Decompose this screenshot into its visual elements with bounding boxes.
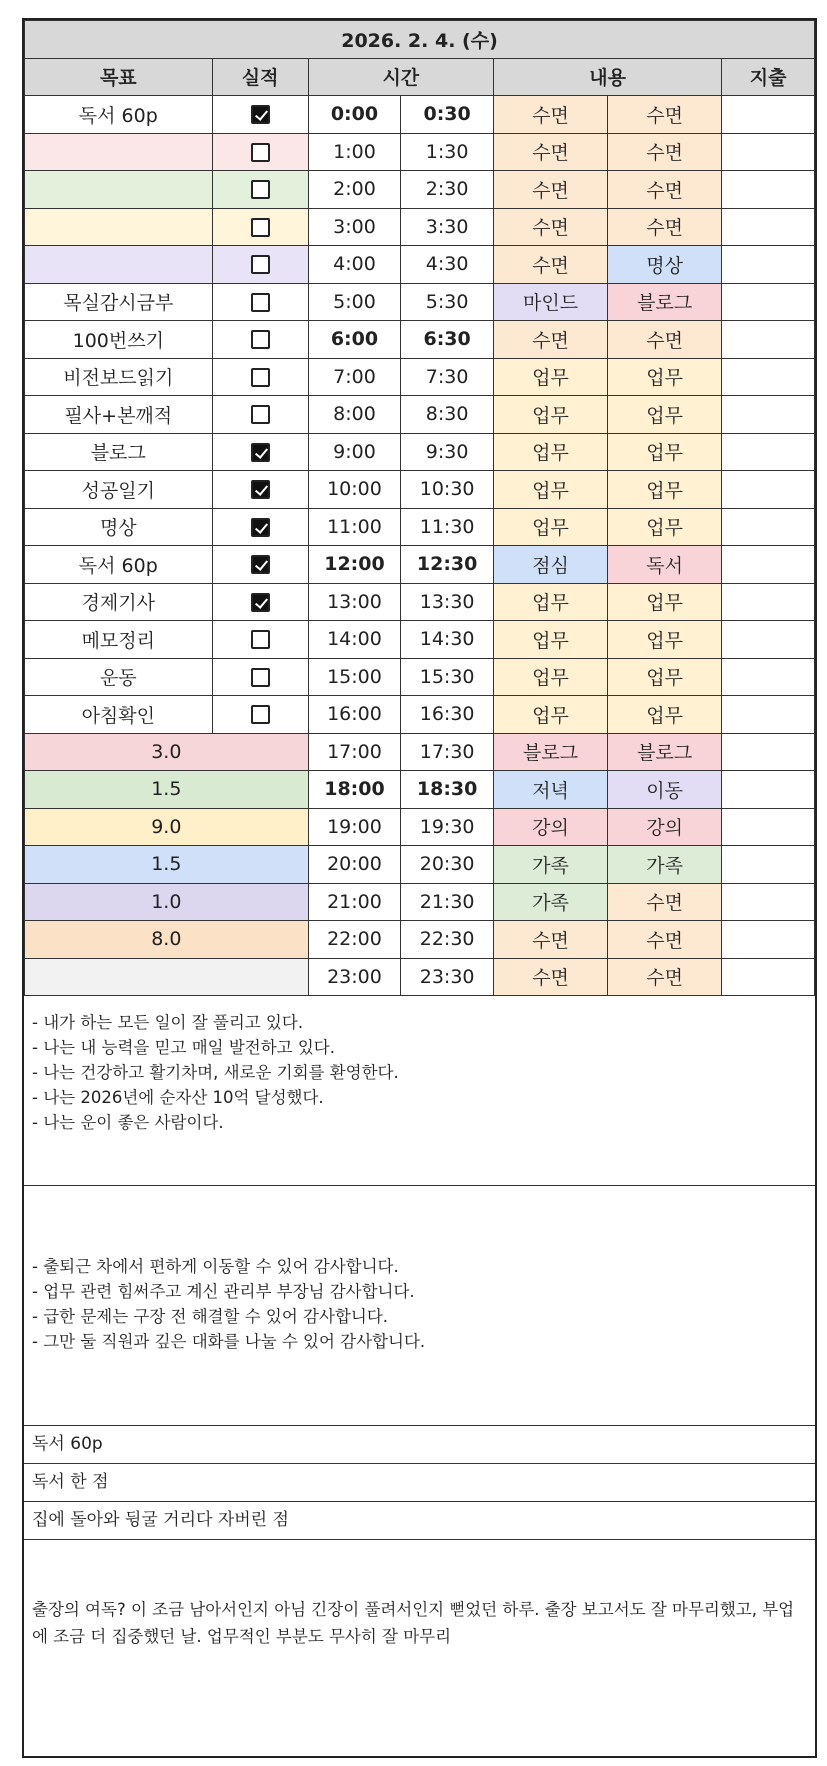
schedule-row — [25, 471, 815, 509]
done-cell — [212, 621, 308, 659]
affirmation-line: - 나는 2026년에 순자산 10억 달성했다. — [32, 1088, 324, 1107]
checkbox-checked[interactable] — [251, 105, 270, 124]
done-cell — [212, 396, 308, 434]
summary-value-cell: 8.0 — [25, 921, 309, 959]
goal-cell: 메모정리 — [25, 621, 213, 659]
time-end-cell: 23:30 — [401, 958, 494, 996]
time-start-cell: 9:00 — [308, 433, 401, 471]
content-cell-2: 수면 — [608, 321, 722, 359]
content-cell-1: 수면 — [493, 96, 607, 134]
time-start-cell: 5:00 — [308, 283, 401, 321]
summary-row — [25, 958, 815, 996]
content-cell-1: 업무 — [493, 396, 607, 434]
done-cell — [212, 546, 308, 584]
goal-cell: 운동 — [25, 658, 213, 696]
content-cell-2: 업무 — [608, 621, 722, 659]
done-cell — [212, 583, 308, 621]
time-end-cell: 21:30 — [401, 883, 494, 921]
time-end-cell: 2:30 — [401, 171, 494, 209]
spend-cell — [722, 208, 815, 246]
spend-cell — [722, 546, 815, 584]
gratitude-line: - 급한 문제는 구장 전 해결할 수 있어 감사합니다. — [32, 1307, 388, 1326]
header-done: 실적 — [212, 58, 308, 96]
time-start-cell: 4:00 — [308, 246, 401, 284]
content-cell-2: 업무 — [608, 433, 722, 471]
content-cell-2: 강의 — [608, 808, 722, 846]
schedule-row — [25, 171, 815, 209]
gratitude-section — [24, 1186, 815, 1426]
checkbox-unchecked[interactable] — [251, 368, 270, 387]
date-title: 2026. 2. 4. (수) — [25, 21, 815, 59]
time-end-cell: 0:30 — [401, 96, 494, 134]
done-cell — [212, 208, 308, 246]
time-start-cell: 11:00 — [308, 508, 401, 546]
done-cell — [212, 508, 308, 546]
spend-cell — [722, 583, 815, 621]
content-cell-1: 업무 — [493, 696, 607, 734]
time-end-cell: 17:30 — [401, 733, 494, 771]
time-end-cell: 7:30 — [401, 358, 494, 396]
summary-row — [25, 846, 815, 884]
spend-cell — [722, 696, 815, 734]
time-end-cell: 8:30 — [401, 396, 494, 434]
schedule-row — [25, 358, 815, 396]
time-end-cell: 22:30 — [401, 921, 494, 959]
affirmation-line: - 나는 건강하고 활기차며, 새로운 기회를 환영한다. — [32, 1063, 399, 1082]
spend-cell — [722, 133, 815, 171]
done-cell — [212, 471, 308, 509]
time-start-cell: 8:00 — [308, 396, 401, 434]
spend-cell — [722, 658, 815, 696]
goal-cell: 목실감시금부 — [25, 283, 213, 321]
summary-value-cell: 1.5 — [25, 846, 309, 884]
spend-cell — [722, 433, 815, 471]
content-cell-1: 블로그 — [493, 733, 607, 771]
summary-value-cell: 1.0 — [25, 883, 309, 921]
schedule-row — [25, 208, 815, 246]
goal-cell: 명상 — [25, 508, 213, 546]
time-end-cell: 14:30 — [401, 621, 494, 659]
content-cell-1: 업무 — [493, 358, 607, 396]
content-cell-2: 업무 — [608, 508, 722, 546]
goal-cell: 독서 60p — [25, 546, 213, 584]
goal-cell: 경제기사 — [25, 583, 213, 621]
goal-cell — [25, 133, 213, 171]
spend-cell — [722, 321, 815, 359]
schedule-row — [25, 433, 815, 471]
gratitude-line: - 출퇴근 차에서 편하게 이동할 수 있어 감사합니다. — [32, 1257, 399, 1276]
summary-row — [25, 733, 815, 771]
content-cell-2: 수면 — [608, 208, 722, 246]
checkbox-checked[interactable] — [251, 593, 270, 612]
header-content: 내용 — [493, 58, 721, 96]
diary-section — [24, 1540, 815, 1704]
gratitude-line: - 업무 관련 힘써주고 계신 관리부 부장님 감사합니다. — [32, 1282, 415, 1301]
content-cell-2: 수면 — [608, 96, 722, 134]
content-cell-1: 가족 — [493, 846, 607, 884]
done-cell — [212, 96, 308, 134]
spend-cell — [722, 358, 815, 396]
spend-cell — [722, 508, 815, 546]
summary-row — [25, 921, 815, 959]
spend-cell — [722, 96, 815, 134]
time-start-cell: 12:00 — [308, 546, 401, 584]
goal-cell: 아침확인 — [25, 696, 213, 734]
time-start-cell: 20:00 — [308, 846, 401, 884]
content-cell-1: 업무 — [493, 433, 607, 471]
checkbox-unchecked[interactable] — [251, 180, 270, 199]
goal-cell: 100번쓰기 — [25, 321, 213, 359]
checkbox-unchecked[interactable] — [251, 630, 270, 649]
time-start-cell: 23:00 — [308, 958, 401, 996]
time-end-cell: 5:30 — [401, 283, 494, 321]
schedule-row — [25, 321, 815, 359]
daily-planner-sheet — [22, 18, 817, 1758]
done-cell — [212, 283, 308, 321]
content-cell-2: 업무 — [608, 358, 722, 396]
spend-cell — [722, 471, 815, 509]
schedule-row — [25, 133, 815, 171]
spend-cell — [722, 283, 815, 321]
content-cell-1: 강의 — [493, 808, 607, 846]
checkbox-checked[interactable] — [251, 443, 270, 462]
content-cell-1: 업무 — [493, 583, 607, 621]
reflection-line-2: 독서 한 점 — [24, 1464, 815, 1502]
goal-cell: 필사+본깨적 — [25, 396, 213, 434]
checkbox-checked[interactable] — [251, 480, 270, 499]
checkbox-unchecked[interactable] — [251, 293, 270, 312]
time-start-cell: 19:00 — [308, 808, 401, 846]
header-time: 시간 — [308, 58, 493, 96]
checkbox-checked[interactable] — [251, 555, 270, 574]
done-cell — [212, 321, 308, 359]
time-end-cell: 6:30 — [401, 321, 494, 359]
time-start-cell: 6:00 — [308, 321, 401, 359]
time-start-cell: 2:00 — [308, 171, 401, 209]
time-start-cell: 15:00 — [308, 658, 401, 696]
done-cell — [212, 171, 308, 209]
affirmation-line: - 내가 하는 모든 일이 잘 풀리고 있다. — [32, 1013, 304, 1032]
content-cell-1: 가족 — [493, 883, 607, 921]
goal-cell: 비전보드읽기 — [25, 358, 213, 396]
schedule-row — [25, 546, 815, 584]
reflection-line-1: 독서 60p — [24, 1426, 815, 1464]
done-cell — [212, 658, 308, 696]
content-cell-2: 독서 — [608, 546, 722, 584]
content-cell-2: 수면 — [608, 133, 722, 171]
spend-cell — [722, 958, 815, 996]
summary-row — [25, 883, 815, 921]
checkbox-unchecked[interactable] — [251, 218, 270, 237]
content-cell-2: 수면 — [608, 171, 722, 209]
header-spend: 지출 — [722, 58, 815, 96]
time-end-cell: 12:30 — [401, 546, 494, 584]
schedule-row — [25, 246, 815, 284]
content-cell-2: 블로그 — [608, 283, 722, 321]
content-cell-1: 수면 — [493, 171, 607, 209]
time-start-cell: 21:00 — [308, 883, 401, 921]
summary-value-cell — [25, 958, 309, 996]
done-cell — [212, 433, 308, 471]
spend-cell — [722, 171, 815, 209]
content-cell-1: 수면 — [493, 958, 607, 996]
affirmation-line: - 나는 내 능력을 믿고 매일 발전하고 있다. — [32, 1038, 335, 1057]
content-cell-2: 업무 — [608, 471, 722, 509]
goal-cell: 독서 60p — [25, 96, 213, 134]
time-start-cell: 7:00 — [308, 358, 401, 396]
reflection-line-3: 집에 돌아와 뒹굴 거리다 자버린 점 — [24, 1502, 815, 1540]
schedule-row — [25, 658, 815, 696]
checkbox-unchecked[interactable] — [251, 255, 270, 274]
time-start-cell: 18:00 — [308, 771, 401, 809]
summary-value-cell: 1.5 — [25, 771, 309, 809]
time-end-cell: 20:30 — [401, 846, 494, 884]
schedule-row — [25, 696, 815, 734]
spend-cell — [722, 846, 815, 884]
done-cell — [212, 133, 308, 171]
content-cell-2: 명상 — [608, 246, 722, 284]
time-end-cell: 13:30 — [401, 583, 494, 621]
time-start-cell: 0:00 — [308, 96, 401, 134]
time-end-cell: 1:30 — [401, 133, 494, 171]
time-end-cell: 18:30 — [401, 771, 494, 809]
header-goal: 목표 — [25, 58, 213, 96]
content-cell-1: 수면 — [493, 208, 607, 246]
time-end-cell: 15:30 — [401, 658, 494, 696]
time-start-cell: 14:00 — [308, 621, 401, 659]
spend-cell — [722, 246, 815, 284]
time-start-cell: 3:00 — [308, 208, 401, 246]
summary-row — [25, 771, 815, 809]
time-end-cell: 16:30 — [401, 696, 494, 734]
content-cell-2: 수면 — [608, 883, 722, 921]
content-cell-1: 업무 — [493, 658, 607, 696]
content-cell-1: 수면 — [493, 246, 607, 284]
goal-cell — [25, 246, 213, 284]
content-cell-1: 마인드 — [493, 283, 607, 321]
summary-value-cell: 9.0 — [25, 808, 309, 846]
spend-cell — [722, 921, 815, 959]
done-cell — [212, 358, 308, 396]
time-end-cell: 3:30 — [401, 208, 494, 246]
content-cell-1: 점심 — [493, 546, 607, 584]
affirmation-section — [24, 996, 815, 1186]
schedule-row — [25, 396, 815, 434]
content-cell-1: 수면 — [493, 921, 607, 959]
time-start-cell: 22:00 — [308, 921, 401, 959]
content-cell-1: 업무 — [493, 621, 607, 659]
checkbox-unchecked[interactable] — [251, 668, 270, 687]
schedule-row — [25, 96, 815, 134]
spend-cell — [722, 808, 815, 846]
content-cell-1: 수면 — [493, 133, 607, 171]
content-cell-2: 수면 — [608, 958, 722, 996]
content-cell-2: 업무 — [608, 658, 722, 696]
time-start-cell: 1:00 — [308, 133, 401, 171]
checkbox-unchecked[interactable] — [251, 330, 270, 349]
time-end-cell: 11:30 — [401, 508, 494, 546]
summary-value-cell: 3.0 — [25, 733, 309, 771]
spend-cell — [722, 771, 815, 809]
content-cell-2: 업무 — [608, 583, 722, 621]
schedule-row — [25, 621, 815, 659]
content-cell-2: 업무 — [608, 696, 722, 734]
content-cell-2: 업무 — [608, 396, 722, 434]
content-cell-2: 수면 — [608, 921, 722, 959]
goal-cell: 블로그 — [25, 433, 213, 471]
checkbox-checked[interactable] — [251, 518, 270, 537]
summary-row — [25, 808, 815, 846]
time-end-cell: 9:30 — [401, 433, 494, 471]
spend-cell — [722, 883, 815, 921]
schedule-row — [25, 508, 815, 546]
diary-text: 출장의 여독? 이 조금 남아서인지 아님 긴장이 풀려서인지 뻗었던 하루. 출장 보고서도 잘 마무리했고, 부업에 조금 더 집중했던 날. 업무적인 부분도 무사히 잘 마무리 — [32, 1600, 795, 1646]
spend-cell — [722, 621, 815, 659]
time-end-cell: 19:30 — [401, 808, 494, 846]
goal-cell — [25, 171, 213, 209]
spend-cell — [722, 396, 815, 434]
checkbox-unchecked[interactable] — [251, 143, 270, 162]
time-end-cell: 10:30 — [401, 471, 494, 509]
done-cell — [212, 696, 308, 734]
schedule-body — [25, 96, 815, 996]
time-end-cell: 4:30 — [401, 246, 494, 284]
time-start-cell: 10:00 — [308, 471, 401, 509]
done-cell — [212, 246, 308, 284]
spend-cell — [722, 733, 815, 771]
goal-cell: 성공일기 — [25, 471, 213, 509]
content-cell-2: 블로그 — [608, 733, 722, 771]
content-cell-2: 가족 — [608, 846, 722, 884]
content-cell-2: 이동 — [608, 771, 722, 809]
time-start-cell: 16:00 — [308, 696, 401, 734]
affirmation-line: - 나는 운이 좋은 사람이다. — [32, 1113, 224, 1132]
content-cell-1: 수면 — [493, 321, 607, 359]
gratitude-line: - 그만 둘 직원과 깊은 대화를 나눌 수 있어 감사합니다. — [32, 1332, 426, 1351]
checkbox-unchecked[interactable] — [251, 705, 270, 724]
time-start-cell: 13:00 — [308, 583, 401, 621]
content-cell-1: 업무 — [493, 471, 607, 509]
content-cell-1: 저녁 — [493, 771, 607, 809]
content-cell-1: 업무 — [493, 508, 607, 546]
checkbox-unchecked[interactable] — [251, 405, 270, 424]
schedule-table — [24, 20, 815, 996]
time-start-cell: 17:00 — [308, 733, 401, 771]
goal-cell — [25, 208, 213, 246]
schedule-row — [25, 283, 815, 321]
schedule-row — [25, 583, 815, 621]
